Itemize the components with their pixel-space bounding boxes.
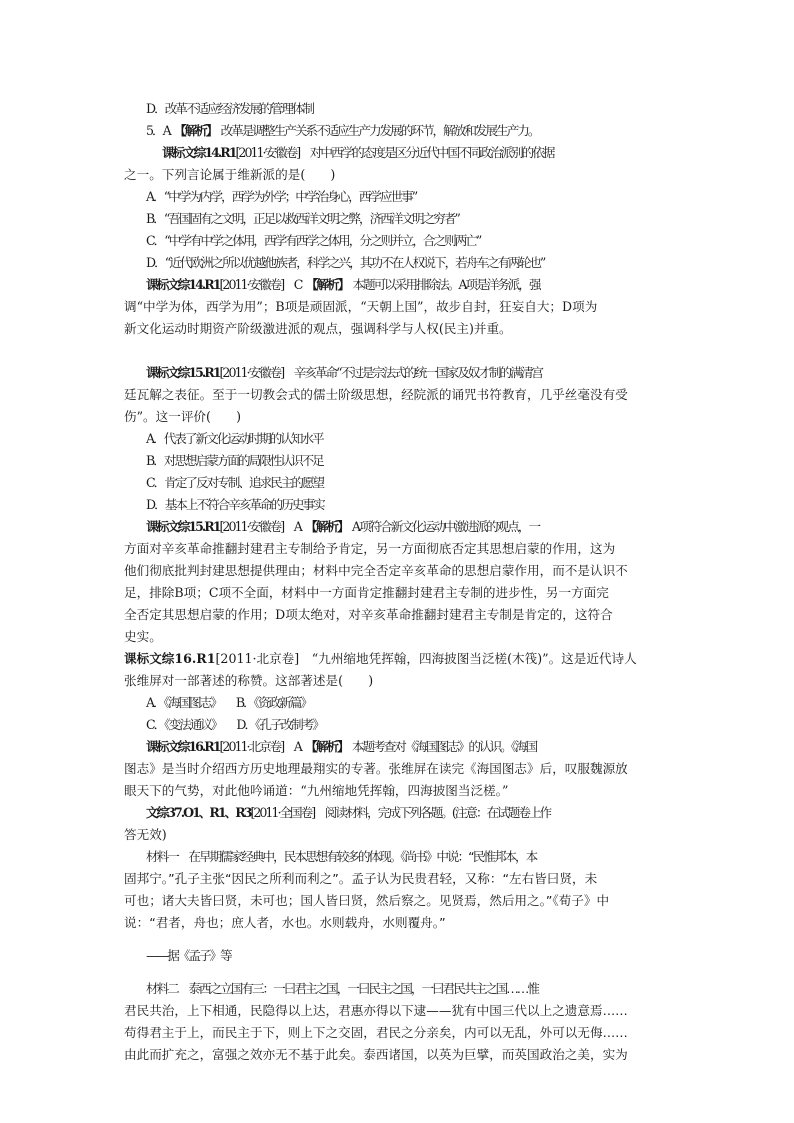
answer-line: 图志》是当时介绍西方历史地理最翔实的专著。张维屏在读完《海国图志》后，叹服魏源放 [124,761,628,776]
stem-line: “九州缩地凭挥翰，四海披图当泛槎(木筏)”。这是近代诗人 [311,651,637,666]
material-source: ——据《孟子》等 [146,948,231,963]
option-d: D．改革不适应经济发展的管理体制 [146,101,314,116]
answer-source: [2011·安徽卷] [219,277,284,292]
answer-source: [2011·安徽卷] [219,519,284,534]
answer-code: 课标文综14.R1 [146,277,220,292]
question-code: 课标文综14.R1 [162,145,236,160]
answer-code: 课标文综15.R1 [146,519,220,534]
option-c: C．《变法通议》 [146,717,216,732]
material-1 [146,849,706,865]
option-b: B．“吾国固有之文明，正足以救西洋文明之弊，济西洋文明之穷者” [146,211,459,226]
option-b: B．对思想启蒙方面的局限性认识不足 [146,453,323,468]
answer-source: [2011·北京卷] [219,739,284,754]
stem-line: 阅读材料，完成下列各题。(注意：在试题卷上作 [324,805,551,820]
answer-text: 本题考查对《海国图志》的认识。《海国 [351,739,537,754]
answer-5 [146,123,706,139]
answer-letter: A [293,739,301,754]
material-text: 在早期儒家经典中，民本思想有较多的体现。《尚书》中说：“民惟邦本，本 [188,849,537,864]
answer-letter: A [293,519,301,534]
answer-line: 史实。 [124,629,162,644]
answer-line: 新文化运动时期资产阶级激进派的观点，强调科学与人权(民主)并重。 [124,321,512,336]
stem-line: 伤”。这一评价( ) [124,409,242,424]
stem-line: 对中西学的态度是区分近代中国不同政治派别的依据 [309,145,554,160]
option-a: A．“中学为内学，西学为外学；中学治身心，西学应世事” [146,189,417,204]
answer-line: 方面对辛亥革命推翻封建君主专制给予肯定，另一方面彻底否定其思想启蒙的作用，这为 [124,541,616,556]
answer-line: 全否定其思想启蒙的作用；D项太绝对，对辛亥革命推翻封建君主专制是肯定的，这符合 [124,607,613,622]
question-14-stem [162,145,722,161]
option-d: D．《孔子改制考》 [236,717,323,732]
material-text: 泰西之立国有三：一曰君主之国，一曰民主之国，一曰君民共主之国……惟 [188,981,538,996]
options-row-2 [146,717,706,733]
answer-number: 5．A [146,123,170,138]
answer-line: 调“中学为体，西学为用”；B项是顽固派，“天朝上国”，故步自封，狂妄自大；D项为 [124,299,598,314]
answer-line: 眼天下的气势，对此他吟诵道：“九州缩地凭挥翰，四海披图当泛槎。” [124,783,509,798]
question-code: 课标文综16.R1 [124,651,216,666]
option-d: D．基本上不符合辛亥革命的历史事实 [146,497,324,512]
analysis-tag: 【解析】 [312,277,342,292]
answer-letter: C [293,277,302,292]
question-source: [2011·全国卷] [250,805,315,820]
option-c: C．肯定了反对专制、追求民主的愿望 [146,475,324,490]
material-line: 由此而扩充之，富强之效亦无不基于此矣。泰西诸国，以英为巨擘，而英国政治之美，实为 [124,1047,628,1062]
options-row-1 [146,695,706,711]
material-line: 固邦宁。”孔子主张“因民之所利而利之”。孟子认为民贵君轻，又称：“左右皆曰贤，未 [124,871,598,886]
question-15-stem [146,365,706,381]
question-source: [2011·北京卷] [215,651,300,666]
material-line: 说：“君者，舟也；庶人者，水也。水则载舟，水则覆舟。” [124,915,446,930]
question-code: 文综37.O1、R1、R3 [146,805,251,820]
answer-code: 课标文综16.R1 [146,739,220,754]
stem-line: 廷瓦解之表征。至于一切教会式的儒士阶级思想，经院派的诵咒书符教育，几乎丝毫没有受 [124,387,628,402]
analysis-tag: 【解析】 [311,519,342,534]
analysis-tag: 【解析】 [180,123,211,138]
answer-text: A项符合新文化运动中激进派的观点，一 [351,519,540,534]
answer-text: 改革是调整生产关系不适应生产力发展的环节，解放和发展生产力。 [220,123,539,138]
stem-line: 之一。下列言论属于维新派的是( ) [124,167,336,182]
answer-16 [146,739,706,755]
question-source: [2011·安徽卷] [219,365,284,380]
material-line: 君民共治，上下相通，民隐得以上达，君惠亦得以下逮——犹有中国三代以上之遗意焉…… [124,1003,628,1018]
stem-line: 答无效) [124,827,167,842]
question-code: 课标文综15.R1 [146,365,220,380]
option-a: A．《海国图志》 [146,695,215,710]
material-2 [146,981,706,997]
answer-text: 本题可以采用排除法。A项是洋务派，强 [352,277,540,292]
option-b: B．《资政新篇》 [235,695,311,710]
material-label: 材料二 [146,981,178,996]
material-line: 可也；诸大夫皆曰贤，未可也；国人皆曰贤，然后察之。见贤焉，然后用之。”《荀子》中 [124,893,610,908]
answer-14 [146,277,706,293]
analysis-tag: 【解析】 [311,739,342,754]
option-d: D．“近代欧洲之所以优越他族者，科学之兴，其功不在人权说下，若舟车之有两轮也” [146,255,545,270]
answer-15 [146,519,706,535]
material-label: 材料一 [146,849,178,864]
answer-line: 他们彻底批判封建思想提供理由；材料中完全否定辛亥革命的思想启蒙作用，而不是认识不 [124,563,628,578]
material-line: 苟得君主于上，而民主于下，则上下之交固，君民之分亲矣，内可以无乱，外可以无侮…… [124,1025,628,1040]
stem-line: 辛亥革命“不过是宗法式的统一国家及奴才制的满清宫 [293,365,542,380]
option-c: C．“中学有中学之体用，西学有西学之体用，分之则并立，合之则两亡” [146,233,481,248]
stem-line: 张维屏对一部著述的称赞。这部著述是( ) [124,673,374,688]
answer-line: 足，排除B项；C项不全面，材料中一方面肯定推翻封建君主专制的进步性，另一方面完 [124,585,609,600]
question-37-stem [146,805,706,821]
question-16-stem [124,651,684,667]
question-source: [2011·安徽卷] [235,145,300,160]
option-a: A．代表了新文化运动时期的认知水平 [146,431,323,446]
